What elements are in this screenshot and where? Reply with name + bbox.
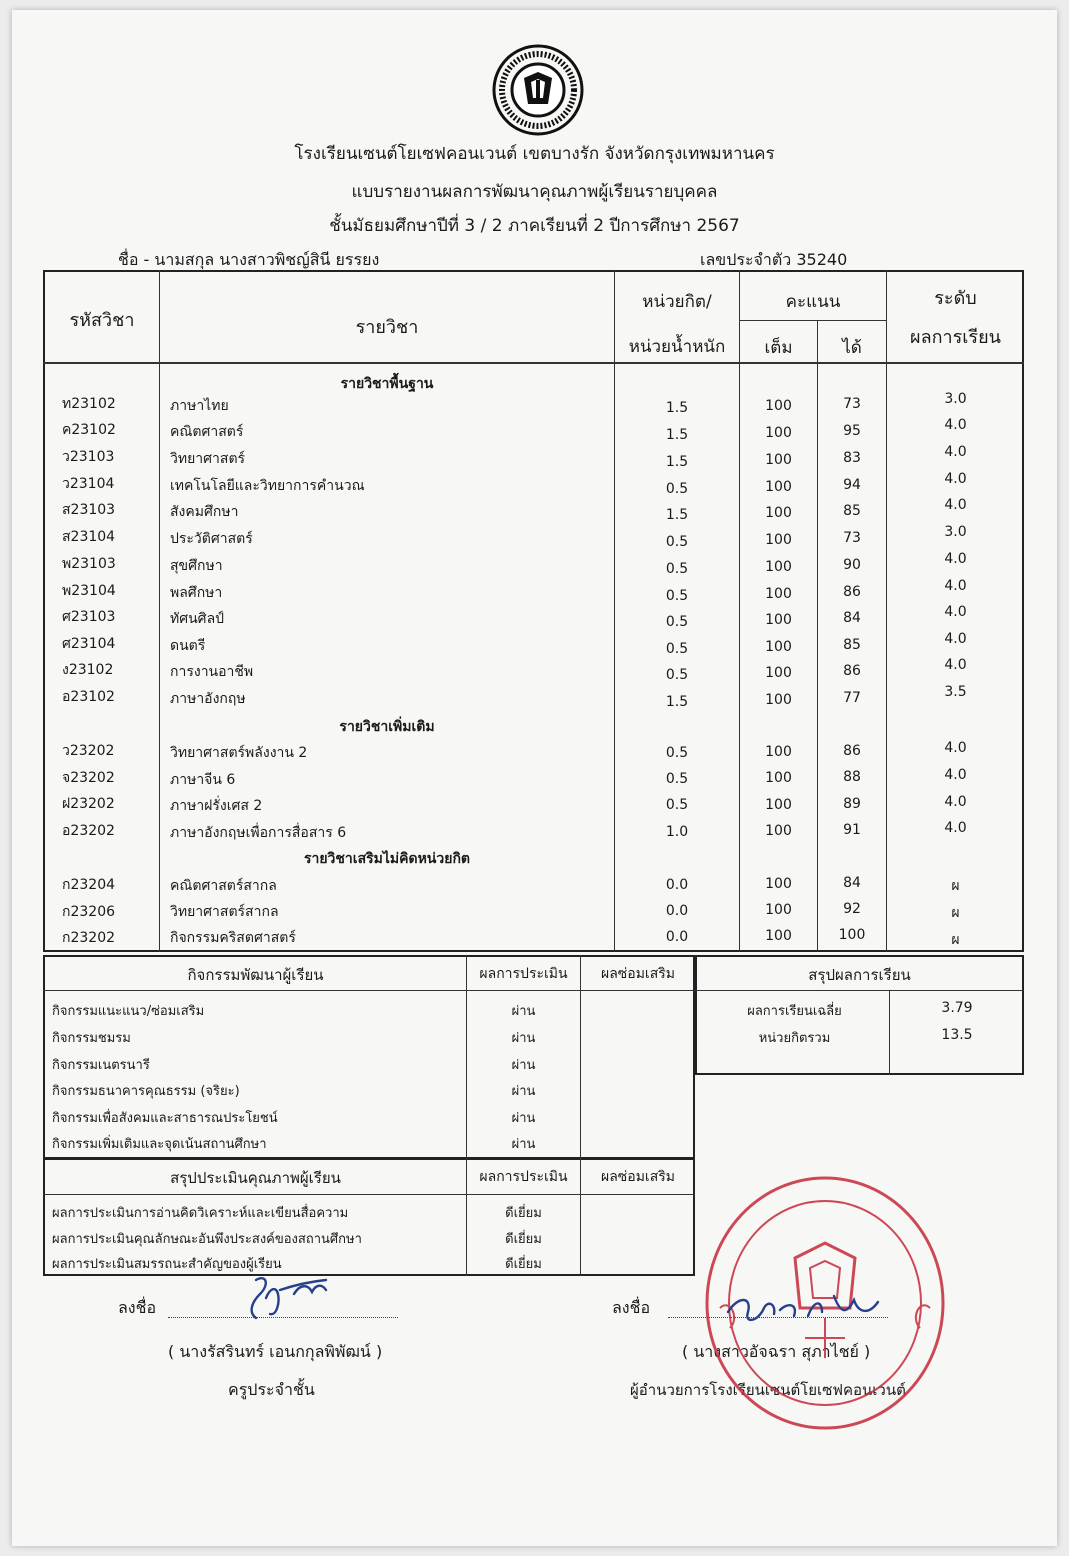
credits-label: หน่วยกิตรวม [758, 1031, 831, 1046]
subject-full-score: 100 [765, 452, 792, 468]
subject-credit: 1.5 [665, 400, 689, 416]
section-title: รายวิชาเสริมไม่คิดหน่วยกิต [303, 851, 471, 867]
subject-full-score: 100 [765, 639, 792, 655]
subject-code: ท23102 [62, 396, 116, 412]
subject-grade: 4.0 [944, 551, 967, 567]
subject-score: 73 [843, 396, 861, 412]
subject-name: ภาษาไทย [170, 398, 229, 414]
subject-credit: 1.5 [665, 507, 689, 523]
subject-full-score: 100 [765, 928, 792, 944]
director-sign-label: ลงชื่อ [612, 1298, 651, 1317]
activity-result: ผ่าน [511, 1137, 536, 1152]
section-title: รายวิชาเพิ่มเติม [339, 719, 435, 735]
quality-header: สรุปประเมินคุณภาพผู้เรียน [170, 1169, 341, 1187]
col-level-header-2: ผลการเรียน [910, 327, 1001, 348]
subject-credit: 1.5 [665, 454, 689, 470]
subject-name: ทัศนศิลป์ [170, 611, 225, 627]
subject-credit: 0.5 [665, 588, 689, 604]
subject-credit: 0.5 [665, 641, 689, 657]
subject-credit: 0.0 [665, 903, 689, 919]
subject-name: ภาษาอังกฤษ [170, 691, 246, 707]
subject-code: ศ23104 [62, 636, 116, 652]
activity-name: กิจกรรมแนะแนว/ซ่อมเสริม [52, 1004, 205, 1019]
activity-name: กิจกรรมเนตรนารี [52, 1058, 150, 1073]
subject-code: ว23202 [62, 743, 115, 759]
col-score-header: คะแนน [785, 292, 841, 312]
student-name: ชื่อ - นามสกุล นางสาวพิชญ์สินี ยรรยง [118, 250, 380, 269]
quality-name: ผลการประเมินการอ่านคิดวิเคราะห์และเขียนสื่อความ [52, 1206, 349, 1221]
subject-grade: 3.0 [944, 524, 967, 540]
subject-code: ว23104 [62, 476, 115, 492]
teacher-sign-label: ลงชื่อ [118, 1298, 157, 1317]
subject-name: ภาษาฝรั่งเศส 2 [170, 798, 263, 814]
subject-full-score: 100 [765, 479, 792, 495]
subject-grade: 4.0 [944, 417, 967, 433]
subject-grade: 4.0 [944, 820, 967, 836]
subject-code: อ23102 [62, 689, 115, 705]
subject-name: ภาษาอังกฤษเพื่อการสื่อสาร 6 [170, 825, 347, 841]
subject-full-score: 100 [765, 902, 792, 918]
activity-name: กิจกรรมชมรม [52, 1031, 131, 1046]
subject-credit: 1.5 [665, 694, 689, 710]
subject-credit: 0.5 [665, 797, 689, 813]
subject-credit: 0.5 [665, 771, 689, 787]
subject-score: 95 [843, 423, 861, 439]
subject-name: วิทยาศาสตร์พลังงาน 2 [170, 745, 308, 761]
subject-name: วิทยาศาสตร์สากล [170, 904, 279, 920]
teacher-role: ครูประจำชั้น [228, 1380, 315, 1399]
subject-grade: ผ [951, 932, 960, 948]
subject-full-score: 100 [765, 612, 792, 628]
subject-code: อ23202 [62, 823, 115, 839]
subject-code: ก23204 [62, 877, 116, 893]
subject-credit: 0.0 [665, 877, 689, 893]
activity-name: กิจกรรมเพิ่มเติมและจุดเน้นสถานศึกษา [52, 1137, 267, 1152]
subject-full-score: 100 [765, 770, 792, 786]
subject-credit: 0.5 [665, 745, 689, 761]
subject-name: สุขศึกษา [170, 558, 223, 574]
quality-result-header: ผลการประเมิน [479, 1169, 568, 1185]
subject-code: ส23104 [62, 529, 116, 545]
subject-name: ภาษาจีน 6 [170, 772, 236, 788]
col-credit-header-2: หน่วยน้ำหนัก [628, 337, 726, 357]
subject-grade: 4.0 [944, 631, 967, 647]
subject-full-score: 100 [765, 797, 792, 813]
col-subject-header: รายวิชา [355, 317, 419, 338]
subject-credit: 1.0 [665, 824, 689, 840]
col-full-header: เต็ม [764, 338, 793, 358]
subject-score: 86 [843, 663, 861, 679]
activity-result: ผ่าน [511, 1004, 536, 1019]
report-title: แบบรายงานผลการพัฒนาคุณภาพผู้เรียนรายบุคคล [351, 182, 718, 202]
subject-code: ง23102 [62, 662, 114, 678]
subject-code: พ23103 [62, 556, 116, 572]
subject-score: 85 [843, 637, 861, 653]
subject-score: 90 [843, 557, 861, 573]
subject-credit: 0.5 [665, 534, 689, 550]
quality-remedial-header: ผลซ่อมเสริม [601, 1169, 675, 1185]
subject-credit: 0.5 [665, 561, 689, 577]
subject-grade: 3.5 [944, 684, 967, 700]
subject-grade: ผ [951, 905, 960, 921]
subject-code: ศ23103 [62, 609, 116, 625]
col-credit-header-1: หน่วยกิต/ [642, 292, 712, 312]
subject-code: พ23104 [62, 583, 116, 599]
subject-name: คณิตศาสตร์สากล [170, 878, 277, 894]
subject-name: คณิตศาสตร์ [170, 424, 244, 440]
subject-score: 91 [843, 822, 861, 838]
teacher-signature [236, 1268, 366, 1324]
subject-full-score: 100 [765, 665, 792, 681]
subject-code: ก23206 [62, 904, 116, 920]
col-got-header: ได้ [842, 338, 862, 358]
subject-code: ก23202 [62, 930, 116, 946]
subject-grade: 4.0 [944, 794, 967, 810]
subject-name: สังคมศึกษา [170, 504, 239, 520]
subject-score: 94 [843, 477, 861, 493]
subject-score: 84 [843, 875, 861, 891]
activities-header: กิจกรรมพัฒนาผู้เรียน [187, 966, 324, 984]
subject-score: 73 [843, 530, 861, 546]
summary-header: สรุปผลการเรียน [808, 966, 911, 984]
subject-score: 100 [838, 927, 866, 943]
subject-full-score: 100 [765, 823, 792, 839]
col-code-header: รหัสวิชา [69, 310, 135, 331]
subject-grade: 4.0 [944, 604, 967, 620]
activities-remedial-header: ผลซ่อมเสริม [601, 966, 675, 982]
activity-result: ผ่าน [511, 1058, 536, 1073]
quality-name: ผลการประเมินสมรรถนะสำคัญของผู้เรียน [52, 1257, 282, 1272]
subject-full-score: 100 [765, 692, 792, 708]
quality-result: ดีเยี่ยม [505, 1206, 542, 1221]
subject-full-score: 100 [765, 532, 792, 548]
subject-name: วิทยาศาสตร์ [170, 451, 246, 467]
subject-name: กิจกรรมคริสตศาสตร์ [170, 930, 296, 946]
subject-full-score: 100 [765, 876, 792, 892]
school-logo [490, 42, 586, 138]
subject-credit: 1.5 [665, 427, 689, 443]
activity-name: กิจกรรมธนาคารคุณธรรม (จริยะ) [52, 1084, 240, 1099]
activity-result: ผ่าน [511, 1031, 536, 1046]
section-title: รายวิชาพื้นฐาน [340, 376, 434, 392]
subject-code: จ23202 [62, 770, 115, 786]
subject-score: 92 [843, 901, 861, 917]
col-level-header-1: ระดับ [934, 288, 977, 309]
subject-grade: ผ [951, 878, 960, 894]
subject-name: ดนตรี [170, 638, 206, 654]
student-id: เลขประจำตัว 35240 [700, 250, 848, 269]
subject-score: 86 [843, 743, 861, 759]
subject-grade: 4.0 [944, 657, 967, 673]
subject-name: พลศึกษา [170, 585, 223, 601]
subject-full-score: 100 [765, 505, 792, 521]
gpa-value: 3.79 [941, 1000, 973, 1016]
subject-grade: 3.0 [944, 391, 967, 407]
subject-score: 89 [843, 796, 861, 812]
director-role: ผู้อำนวยการโรงเรียนเซนต์โยเซฟคอนเวนต์ [630, 1381, 906, 1399]
subject-score: 88 [843, 769, 861, 785]
subject-full-score: 100 [765, 586, 792, 602]
subject-grade: 4.0 [944, 444, 967, 460]
subject-score: 86 [843, 584, 861, 600]
subject-credit: 0.5 [665, 667, 689, 683]
activity-name: กิจกรรมเพื่อสังคมและสาธารณประโยชน์ [52, 1111, 278, 1126]
quality-result: ดีเยี่ยม [505, 1257, 542, 1272]
term-line: ชั้นมัธยมศึกษาปีที่ 3 / 2 ภาคเรียนที่ 2 ปีการศึกษา 2567 [329, 216, 740, 236]
activities-result-header: ผลการประเมิน [479, 966, 568, 982]
subject-score: 77 [843, 690, 861, 706]
gpa-label: ผลการเรียนเฉลี่ย [747, 1004, 842, 1019]
subject-code: ค23102 [62, 422, 116, 438]
subject-credit: 0.5 [665, 614, 689, 630]
subject-code: ว23103 [62, 449, 115, 465]
subject-code: ฝ23202 [62, 796, 115, 812]
subject-name: เทคโนโลยีและวิทยาการคำนวณ [170, 478, 365, 494]
subject-name: ประวัติศาสตร์ [170, 531, 253, 547]
director-name: ( นางสาวอัจฉรา สุภาไชย์ ) [682, 1342, 871, 1361]
subject-full-score: 100 [765, 744, 792, 760]
subject-code: ส23103 [62, 502, 116, 518]
subject-score: 83 [843, 450, 861, 466]
credits-value: 13.5 [941, 1027, 973, 1043]
subject-full-score: 100 [765, 425, 792, 441]
subject-full-score: 100 [765, 398, 792, 414]
quality-name: ผลการประเมินคุณลักษณะอันพึงประสงค์ของสถานศึกษา [52, 1232, 362, 1247]
activity-result: ผ่าน [511, 1111, 536, 1126]
subject-grade: 4.0 [944, 578, 967, 594]
subject-grade: 4.0 [944, 767, 967, 783]
subject-grade: 4.0 [944, 497, 967, 513]
teacher-name: ( นางรัสรินทร์ เอนกกุลพิพัฒน์ ) [168, 1342, 383, 1361]
activity-result: ผ่าน [511, 1084, 536, 1099]
school-name: โรงเรียนเซนต์โยเซฟคอนเวนต์ เขตบางรัก จังหวัดกรุงเทพมหานคร [294, 144, 775, 164]
subject-credit: 0.0 [665, 929, 689, 945]
director-signature [718, 1282, 888, 1332]
subject-full-score: 100 [765, 559, 792, 575]
subject-credit: 0.5 [665, 481, 689, 497]
quality-result: ดีเยี่ยม [505, 1232, 542, 1247]
subject-name: การงานอาชีพ [170, 664, 254, 680]
subject-score: 84 [843, 610, 861, 626]
subject-grade: 4.0 [944, 740, 967, 756]
subject-score: 85 [843, 503, 861, 519]
subject-grade: 4.0 [944, 471, 967, 487]
